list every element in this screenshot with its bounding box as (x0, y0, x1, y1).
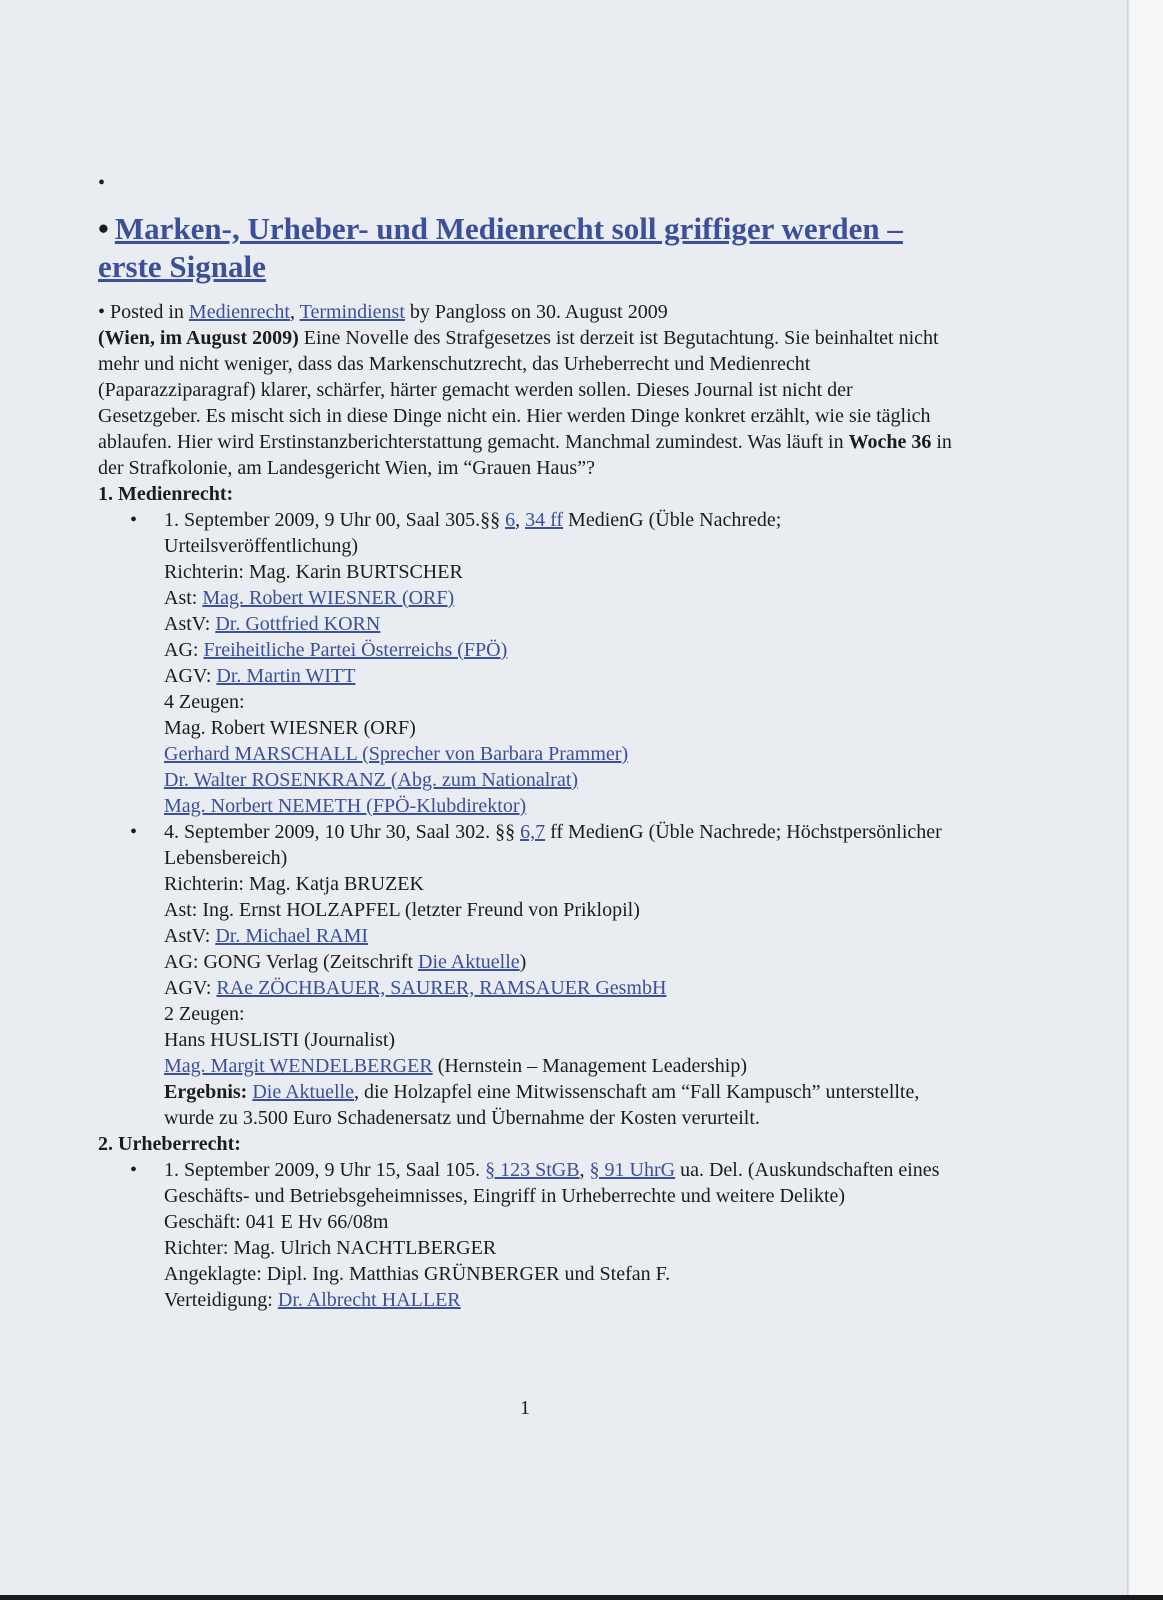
witness-link[interactable]: Mag. Margit WENDELBERGER (164, 1055, 433, 1077)
judge: Richterin: Mag. Karin BURTSCHER (164, 561, 463, 583)
post-body (98, 299, 958, 1313)
section-heading-urheberrecht: 2. Urheberrecht: (98, 1133, 241, 1155)
plaintiff: Ast: Ing. Ernst HOLZAPFEL (letzter Freund von Priklopil) (164, 899, 640, 921)
list-item (130, 819, 958, 1131)
party-link[interactable]: Freiheitliche Partei Österreichs (FPÖ) (203, 639, 508, 661)
witness-link[interactable]: Mag. Norbert NEMETH (FPÖ-Klubdirektor) (164, 795, 527, 817)
list-bullet: • (130, 821, 138, 843)
list-bullet: • (130, 509, 138, 531)
post-title (98, 210, 938, 286)
meta-bullet: • (98, 301, 106, 323)
witness: Hans HUSLISTI (Journalist) (164, 1029, 396, 1051)
law-link[interactable]: § 91 UhrG (589, 1159, 676, 1181)
person-link[interactable]: Dr. Albrecht HALLER (277, 1289, 461, 1311)
publication-link[interactable]: Die Aktuelle (252, 1081, 354, 1103)
case-header: 1. September 2009, 9 Uhr 00, Saal 305.§§ 6, 34 ff MedienG (Üble Nachrede; Urteilsveröffentlichung) (164, 509, 782, 557)
empty-bullet: • (98, 172, 106, 194)
scan-border (0, 1595, 1163, 1600)
law-link[interactable]: 34 ff (525, 509, 564, 531)
intro-week: Woche 36 (848, 431, 932, 453)
post-title-link[interactable]: Marken-, Urheber- und Medienrecht soll griffiger werden – erste Signale (98, 211, 903, 284)
plaintiff: Ast: Mag. Robert WIESNER (ORF) (164, 587, 455, 609)
defendant-counsel: AGV: RAe ZÖCHBAUER, SAURER, RAMSAUER GesmbH (164, 977, 667, 999)
witness-count: 2 Zeugen: (164, 1003, 245, 1025)
title-bullet: • (98, 211, 109, 246)
case-header: 4. September 2009, 10 Uhr 30, Saal 302. §§ 6,7 ff MedienG (Üble Nachrede; Höchstpersönlicher Lebensbereich) (164, 821, 942, 869)
page-number: 1 (520, 1397, 530, 1419)
person-link[interactable]: Dr. Gottfried KORN (215, 613, 381, 635)
publication-link[interactable]: Die Aktuelle (418, 951, 520, 973)
law-link[interactable]: § 123 StGB (485, 1159, 580, 1181)
meta-separator: , (290, 301, 295, 323)
intro-text-1: Eine Novelle des Strafgesetzes ist derzeit ist Begutachtung. Sie beinhaltet nicht mehr und nicht weniger, dass das Markenschutzrecht, das Urheberrecht und Medienrecht (Paparazziparagraf) klarer, schärfer, härter gemacht werden sollen. Dieses Journal ist nicht der Gesetzgeber. Es mischt sich in diese Dinge nicht ein. Hier werden Dinge konkret erzählt, wie sie täglich ablaufen. Hier wird Erstinstanzberichterstattung gemacht. Manchmal zumindest. Was läuft in (98, 327, 939, 453)
intro-lead: (Wien, im August 2009) (98, 327, 299, 349)
witness: Mag. Margit WENDELBERGER (Hernstein – Management Leadership) (164, 1055, 748, 1077)
intro-paragraph (98, 325, 958, 481)
law-link[interactable]: 6 (505, 509, 516, 531)
category-link-termindienst[interactable]: Termindienst (299, 301, 405, 323)
medienrecht-list (98, 507, 958, 1131)
witness-count: 4 Zeugen: (164, 691, 245, 713)
list-bullet: • (130, 1159, 138, 1181)
case-header: 1. September 2009, 9 Uhr 15, Saal 105. § 123 StGB, § 91 UhrG ua. Del. (Auskundschaften eines Geschäfts- und Betriebsgeheimnisses, Eingriff in Urheberrechte und weitere Delikte) (164, 1159, 940, 1207)
defendants: Angeklagte: Dipl. Ing. Matthias GRÜNBERGER und Stefan F. (164, 1263, 671, 1285)
witness: Mag. Robert WIESNER (ORF) (164, 717, 416, 739)
urheberrecht-list (98, 1157, 958, 1313)
plaintiff-counsel: AstV: Dr. Gottfried KORN (164, 613, 381, 635)
law-link[interactable]: 6,7 (520, 821, 546, 843)
defendant: AG: Freiheitliche Partei Österreichs (FPÖ) (164, 639, 508, 661)
witness-link[interactable]: Gerhard MARSCHALL (Sprecher von Barbara Prammer) (164, 743, 629, 765)
person-link[interactable]: Dr. Michael RAMI (215, 925, 369, 947)
post-meta (98, 299, 958, 325)
person-link[interactable]: Mag. Robert WIESNER (ORF) (202, 587, 455, 609)
verdict: Ergebnis: Die Aktuelle, die Holzapfel eine Mitwissenschaft am “Fall Kampusch” unterstellte, wurde zu 3.500 Euro Schadenersatz und Übernahme der Kosten verurteilt. (164, 1081, 920, 1129)
meta-posted-in: Posted in (110, 301, 184, 323)
category-link-medienrecht[interactable]: Medienrecht (188, 301, 290, 323)
witness-link[interactable]: Dr. Walter ROSENKRANZ (Abg. zum Nationalrat) (164, 769, 579, 791)
meta-author-date: by Pangloss on 30. August 2009 (409, 301, 668, 323)
person-link[interactable]: Dr. Martin WITT (216, 665, 356, 687)
defense-counsel: Verteidigung: Dr. Albrecht HALLER (164, 1289, 461, 1311)
judge: Richterin: Mag. Katja BRUZEK (164, 873, 424, 895)
page-edge (1127, 0, 1163, 1600)
judge: Richter: Mag. Ulrich NACHTLBERGER (164, 1237, 497, 1259)
defendant-counsel: AGV: Dr. Martin WITT (164, 665, 356, 687)
list-item (130, 507, 958, 819)
intro-text-2: in der Strafkolonie, am Landesgericht Wien, im “Grauen Haus”? (98, 431, 952, 479)
list-item (130, 1157, 958, 1313)
case-number: Geschäft: 041 E Hv 66/08m (164, 1211, 389, 1233)
plaintiff-counsel: AstV: Dr. Michael RAMI (164, 925, 369, 947)
defendant: AG: GONG Verlag (Zeitschrift Die Aktuelle) (164, 951, 527, 973)
section-heading-medienrecht: 1. Medienrecht: (98, 483, 234, 505)
lawfirm-link[interactable]: RAe ZÖCHBAUER, SAURER, RAMSAUER GesmbH (216, 977, 667, 999)
